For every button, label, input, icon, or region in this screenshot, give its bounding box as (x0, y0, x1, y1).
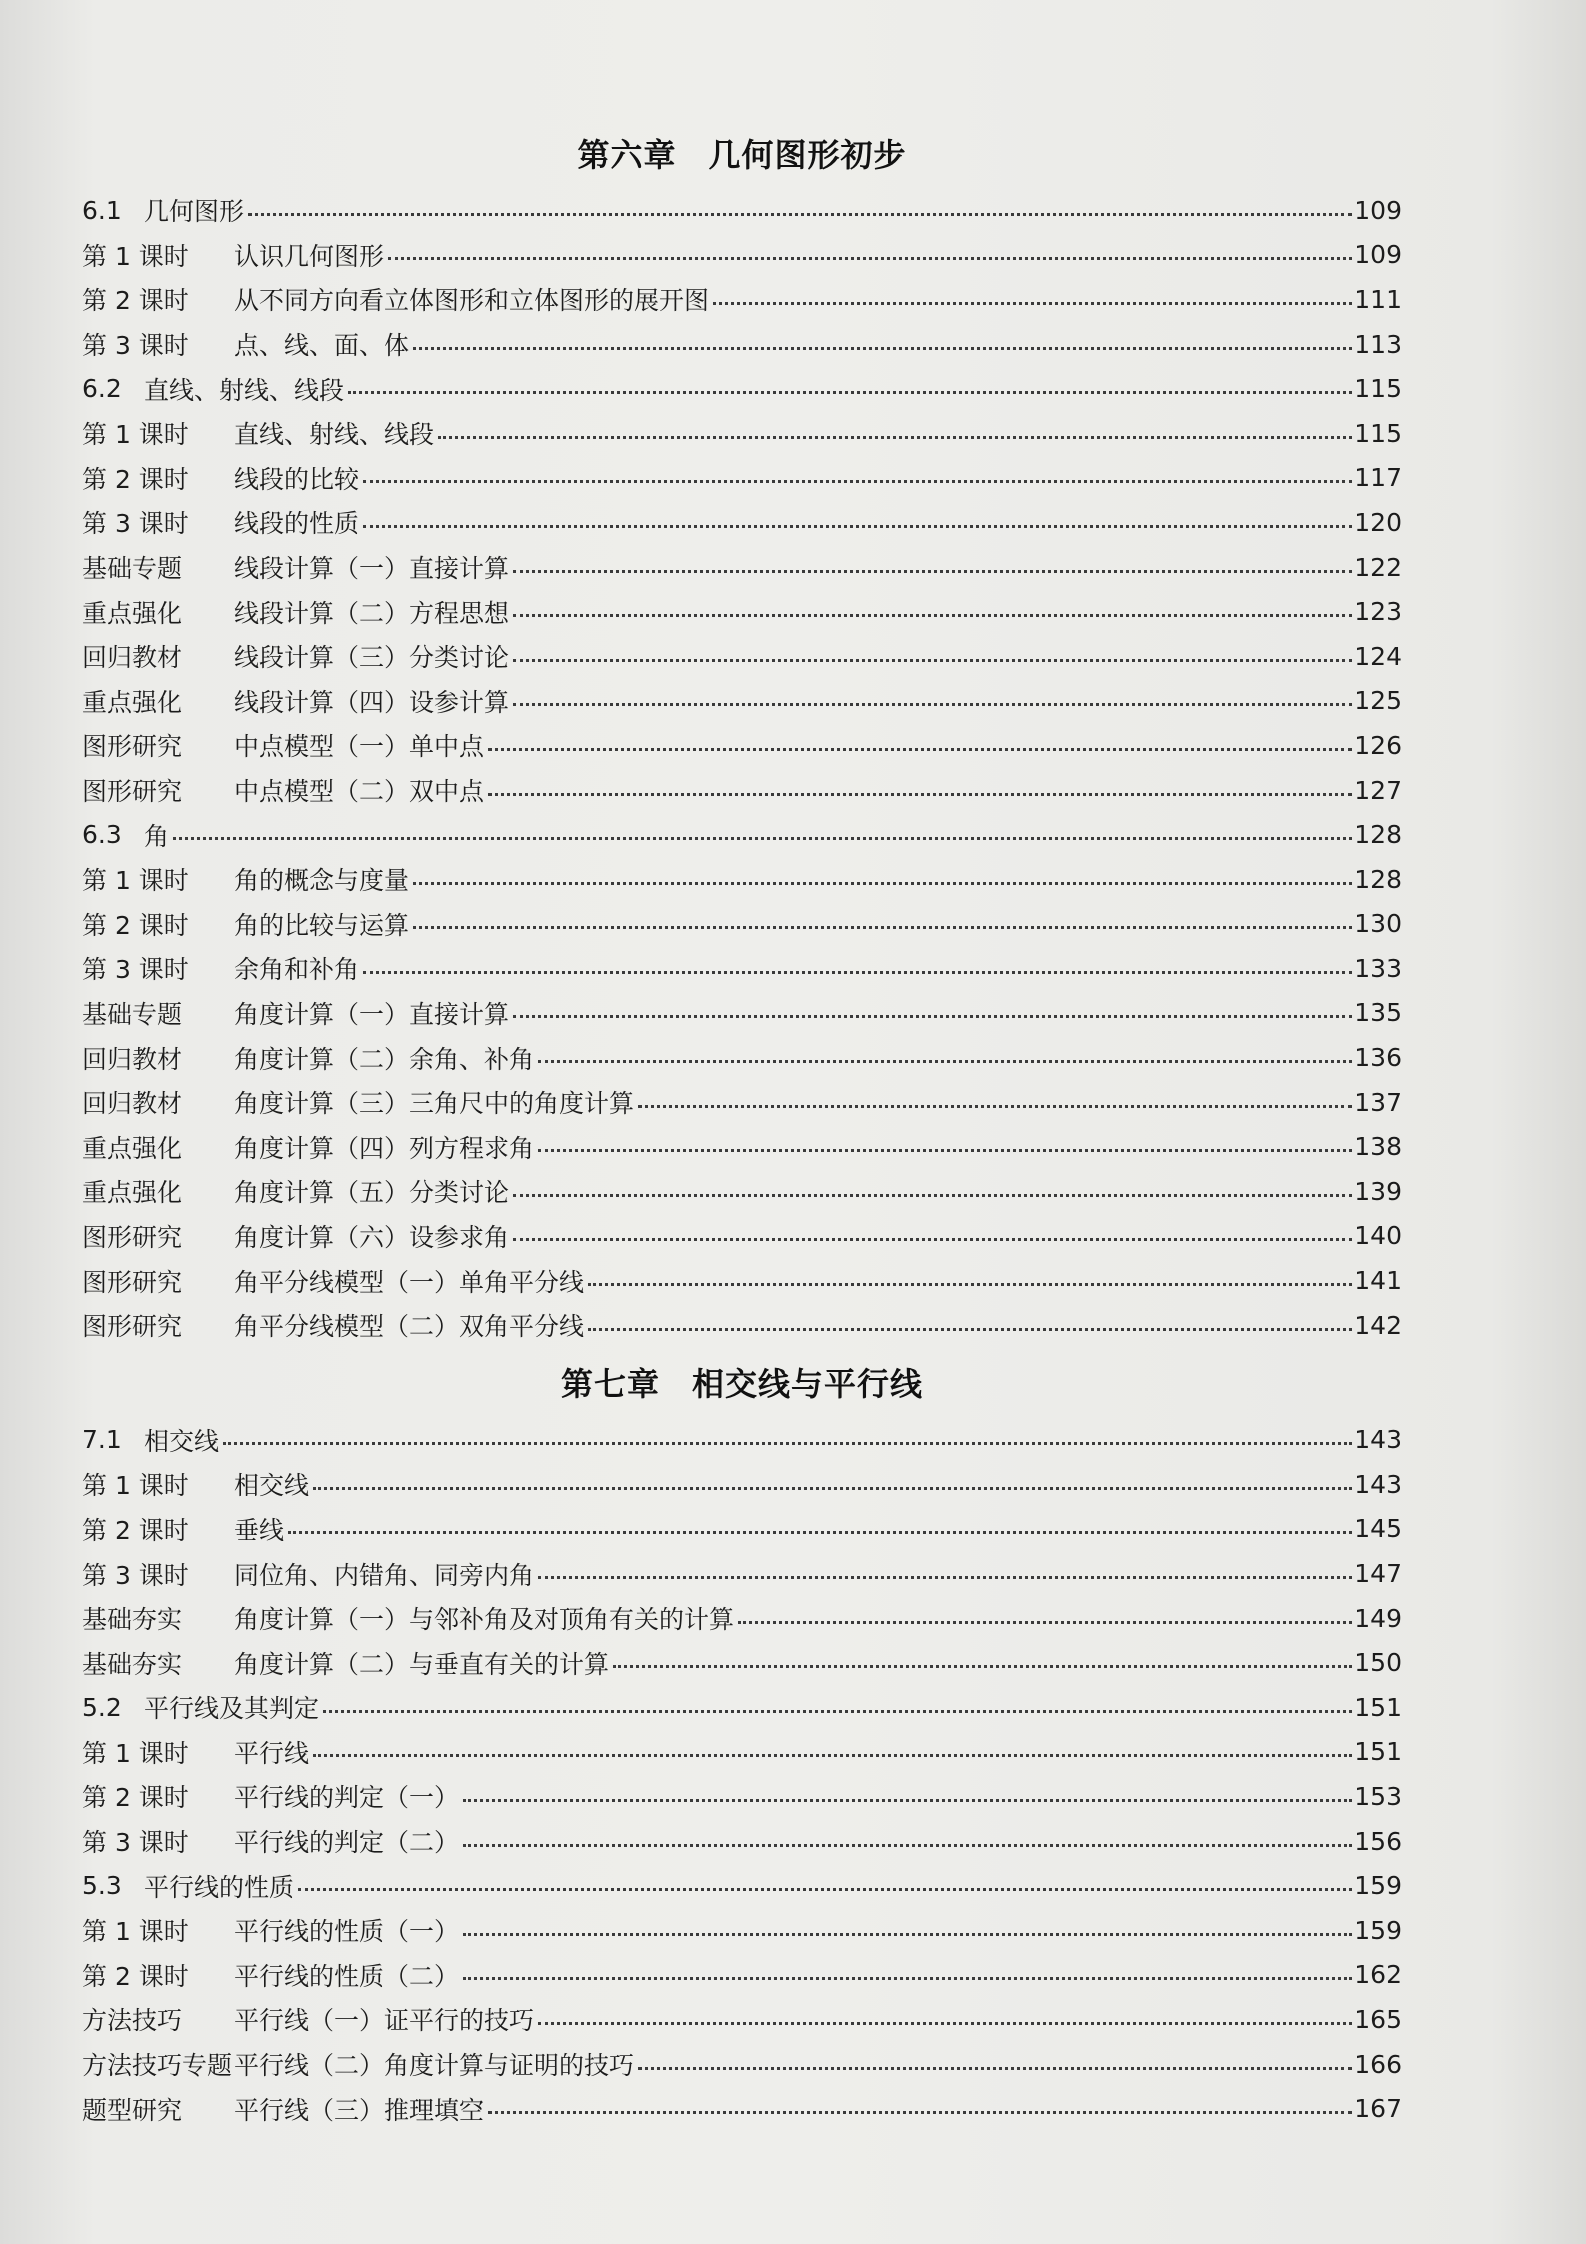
page-number: 162 (1354, 1960, 1402, 1990)
entry-title: 平行线的性质 (144, 1872, 295, 1902)
page-number: 151 (1354, 1692, 1402, 1722)
page-number: 124 (1354, 641, 1402, 671)
entry-title: 角度计算（四）列方程求角 (234, 1133, 535, 1163)
entry-title: 角度计算（二）与垂直有关的计算 (234, 1649, 610, 1679)
page-number: 128 (1354, 820, 1402, 850)
lesson-label: 第 2 课时 (82, 910, 189, 940)
toc-entry[interactable] (82, 679, 1402, 724)
lesson-label: 第 2 课时 (82, 286, 189, 316)
lesson-label: 第 1 课时 (82, 420, 189, 450)
page-number: 109 (1354, 240, 1402, 270)
entry-title: 角度计算（一）与邻补角及对顶角有关的计算 (234, 1605, 735, 1635)
toc-entry[interactable] (82, 500, 1402, 545)
toc-entry[interactable] (82, 322, 1402, 367)
lesson-label: 第 2 课时 (82, 1515, 189, 1545)
dot-leader (413, 926, 1352, 929)
section-number: 6.1 (82, 195, 122, 225)
dot-leader (488, 2111, 1352, 2114)
page-number: 153 (1354, 1781, 1402, 1811)
dot-leader (463, 1933, 1352, 1936)
entry-title: 线段计算（二）方程思想 (234, 598, 510, 628)
toc-entry[interactable] (82, 1507, 1402, 1552)
lesson-label: 题型研究 (82, 2095, 183, 2125)
page-number: 130 (1354, 909, 1402, 939)
dot-leader (513, 1194, 1352, 1197)
page-number: 125 (1354, 686, 1402, 716)
dot-leader (513, 570, 1352, 573)
dot-leader (513, 703, 1352, 706)
toc-entry[interactable] (82, 1303, 1402, 1348)
entry-title: 平行线的判定（一） (234, 1783, 460, 1813)
toc-entry[interactable] (82, 456, 1402, 501)
entry-title: 平行线（二）角度计算与证明的技巧 (234, 2051, 635, 2081)
entry-title: 角度计算（六）设参求角 (234, 1222, 510, 1252)
entry-title: 平行线及其判定 (144, 1694, 320, 1724)
entry-title: 线段的性质 (234, 509, 360, 539)
dot-leader (588, 1328, 1352, 1331)
page-number: 122 (1354, 552, 1402, 582)
entry-title: 垂线 (234, 1515, 285, 1545)
toc-entry[interactable] (82, 1953, 1402, 1998)
entry-title: 角度计算（五）分类讨论 (234, 1178, 510, 1208)
lesson-label: 第 3 课时 (82, 509, 189, 539)
page-number: 165 (1354, 2004, 1402, 2034)
entry-title: 线段计算（一）直接计算 (234, 554, 510, 584)
dot-leader (313, 1487, 1352, 1490)
lesson-label: 回归教材 (82, 1044, 183, 1074)
entry-title: 平行线（三）推理填空 (234, 2095, 485, 2125)
page-number: 166 (1354, 2049, 1402, 2079)
toc-entry[interactable] (82, 1640, 1402, 1685)
dot-leader (613, 1665, 1352, 1668)
dot-leader (488, 748, 1352, 751)
toc-entry[interactable] (82, 1417, 1402, 1462)
dot-leader (313, 1754, 1352, 1757)
lesson-label: 基础专题 (82, 999, 183, 1029)
entry-title: 角平分线模型（二）双角平分线 (234, 1312, 585, 1342)
chapter-number: 第六章 (577, 136, 677, 174)
page-number: 156 (1354, 1826, 1402, 1856)
lesson-label: 第 1 课时 (82, 1738, 189, 1768)
page-number: 133 (1354, 953, 1402, 983)
page-number: 137 (1354, 1087, 1402, 1117)
toc-entry[interactable] (82, 1908, 1402, 1953)
toc-entry[interactable] (82, 1819, 1402, 1864)
section-number: 7.1 (82, 1425, 122, 1455)
toc-entry[interactable] (82, 857, 1402, 902)
entry-title: 角度计算（三）三角尺中的角度计算 (234, 1089, 635, 1119)
dot-leader (588, 1283, 1352, 1286)
toc-entry[interactable] (82, 589, 1402, 634)
toc-entry[interactable] (82, 1997, 1402, 2042)
dot-leader (513, 659, 1352, 662)
dot-leader (413, 882, 1352, 885)
chapter-number: 第七章 (560, 1365, 660, 1404)
entry-title: 角平分线模型（一）单角平分线 (234, 1267, 585, 1297)
entry-title: 角度计算（二）余角、补角 (234, 1044, 535, 1074)
toc-entry[interactable] (82, 991, 1402, 1036)
dot-leader (413, 347, 1352, 350)
dot-leader (348, 391, 1352, 394)
page-number: 123 (1354, 597, 1402, 627)
page-number: 142 (1354, 1310, 1402, 1340)
lesson-label: 第 3 课时 (82, 1560, 189, 1590)
entry-title: 相交线 (234, 1471, 310, 1501)
toc-entry[interactable] (82, 1258, 1402, 1303)
page-number: 138 (1354, 1132, 1402, 1162)
dot-leader (463, 1844, 1352, 1847)
dot-leader (638, 1105, 1352, 1108)
lesson-label: 图形研究 (82, 1222, 183, 1252)
dot-leader (288, 1531, 1352, 1534)
dot-leader (363, 971, 1352, 974)
toc-entry[interactable] (82, 1774, 1402, 1819)
dot-leader (538, 1149, 1352, 1152)
entry-title: 平行线的判定（二） (234, 1828, 460, 1858)
toc-entry[interactable] (82, 946, 1402, 991)
entry-title: 角的比较与运算 (234, 910, 410, 940)
lesson-label: 第 3 课时 (82, 331, 189, 361)
toc-entry[interactable] (82, 1124, 1402, 1169)
page-number: 159 (1354, 1915, 1402, 1945)
toc-entry[interactable] (82, 233, 1402, 278)
chapter-heading (82, 118, 1402, 188)
entry-title: 余角和补角 (234, 955, 360, 985)
entry-title: 同位角、内错角、同旁内角 (234, 1560, 535, 1590)
toc-entry[interactable] (82, 1596, 1402, 1641)
dot-leader (738, 1621, 1352, 1624)
lesson-label: 第 1 课时 (82, 866, 189, 896)
page-number: 111 (1354, 284, 1402, 314)
dot-leader (363, 525, 1352, 528)
dot-leader (438, 436, 1352, 439)
toc-entry[interactable] (82, 277, 1402, 322)
entry-title: 平行线（一）证平行的技巧 (234, 2006, 535, 2036)
lesson-label: 第 2 课时 (82, 1783, 189, 1813)
toc-entry[interactable] (82, 188, 1402, 233)
toc-entry[interactable] (82, 1080, 1402, 1125)
lesson-label: 第 1 课时 (82, 241, 189, 271)
toc-entry[interactable] (82, 2042, 1402, 2087)
dot-leader (538, 2022, 1352, 2025)
page-number: 136 (1354, 1043, 1402, 1073)
section-number: 5.3 (82, 1871, 122, 1901)
page-number: 117 (1354, 463, 1402, 493)
page-number: 115 (1354, 374, 1402, 404)
lesson-label: 图形研究 (82, 732, 183, 762)
lesson-label: 重点强化 (82, 598, 183, 628)
dot-leader (388, 257, 1352, 260)
lesson-label: 基础专题 (82, 554, 183, 584)
dot-leader (463, 1799, 1352, 1802)
dot-leader (513, 1238, 1352, 1241)
dot-leader (323, 1710, 1352, 1713)
entry-title: 角 (144, 821, 170, 851)
section-number: 5.2 (82, 1692, 122, 1722)
page-number: 128 (1354, 864, 1402, 894)
lesson-label: 回归教材 (82, 1089, 183, 1119)
lesson-label: 基础夯实 (82, 1605, 183, 1635)
dot-leader (298, 1888, 1352, 1891)
lesson-label: 图形研究 (82, 1267, 183, 1297)
page-number: 143 (1354, 1469, 1402, 1499)
page-number: 159 (1354, 1871, 1402, 1901)
dot-leader (488, 793, 1352, 796)
toc-entry[interactable] (82, 1730, 1402, 1775)
entry-title: 平行线的性质（一） (234, 1917, 460, 1947)
toc-entry[interactable] (82, 1169, 1402, 1214)
entry-title: 认识几何图形 (234, 241, 385, 271)
lesson-label: 重点强化 (82, 1133, 183, 1163)
entry-title: 平行线 (234, 1738, 310, 1768)
entry-title: 点、线、面、体 (234, 331, 410, 361)
lesson-label: 第 3 课时 (82, 955, 189, 985)
dot-leader (638, 2067, 1352, 2070)
toc-entry[interactable] (82, 1214, 1402, 1259)
page-number: 127 (1354, 775, 1402, 805)
section-number: 6.3 (82, 820, 122, 850)
toc-entry[interactable] (82, 1685, 1402, 1730)
page-number: 145 (1354, 1514, 1402, 1544)
chapter-heading (82, 1347, 1402, 1417)
lesson-label: 图形研究 (82, 777, 183, 807)
lesson-label: 第 2 课时 (82, 464, 189, 494)
lesson-label: 图形研究 (82, 1312, 183, 1342)
toc-entry[interactable] (82, 1035, 1402, 1080)
entry-title: 角度计算（一）直接计算 (234, 999, 510, 1029)
lesson-label: 第 1 课时 (82, 1917, 189, 1947)
page-number: 126 (1354, 730, 1402, 760)
lesson-label: 重点强化 (82, 1178, 183, 1208)
page-number: 143 (1354, 1425, 1402, 1455)
page-number: 150 (1354, 1648, 1402, 1678)
toc-entry[interactable] (82, 366, 1402, 411)
entry-title: 平行线的性质（二） (234, 1961, 460, 1991)
page-number: 139 (1354, 1176, 1402, 1206)
chapter-title: 相交线与平行线 (692, 1365, 924, 1404)
entry-title: 中点模型（二）双中点 (234, 777, 485, 807)
page-number: 141 (1354, 1266, 1402, 1296)
lesson-label: 回归教材 (82, 643, 183, 673)
page-number: 109 (1354, 195, 1402, 225)
entry-title: 直线、射线、线段 (144, 375, 345, 405)
entry-title: 几何图形 (144, 197, 245, 227)
dot-leader (538, 1576, 1352, 1579)
entry-title: 线段的比较 (234, 464, 360, 494)
dot-leader (463, 1977, 1352, 1980)
lesson-label: 第 2 课时 (82, 1961, 189, 1991)
toc-entry[interactable] (82, 634, 1402, 679)
lesson-label: 基础夯实 (82, 1649, 183, 1679)
entry-title: 中点模型（一）单中点 (234, 732, 485, 762)
toc-entry[interactable] (82, 1863, 1402, 1908)
page-number: 115 (1354, 418, 1402, 448)
chapter-title: 几何图形初步 (708, 136, 907, 174)
page-number: 113 (1354, 329, 1402, 359)
toc-entry[interactable] (82, 545, 1402, 590)
page-number: 147 (1354, 1559, 1402, 1589)
entry-title: 从不同方向看立体图形和立体图形的展开图 (234, 286, 710, 316)
toc-entry[interactable] (82, 1551, 1402, 1596)
toc-entry[interactable] (82, 812, 1402, 857)
dot-leader (223, 1442, 1352, 1445)
dot-leader (513, 614, 1352, 617)
lesson-label: 第 3 课时 (82, 1828, 189, 1858)
page-number: 135 (1354, 998, 1402, 1028)
table-of-contents (82, 118, 1402, 2131)
toc-entry[interactable] (82, 2086, 1402, 2131)
page-number: 149 (1354, 1603, 1402, 1633)
dot-leader (713, 302, 1352, 305)
toc-entry[interactable] (82, 1462, 1402, 1507)
dot-leader (538, 1060, 1352, 1063)
page-number: 120 (1354, 507, 1402, 537)
entry-title: 线段计算（三）分类讨论 (234, 643, 510, 673)
dot-leader (363, 480, 1352, 483)
toc-entry[interactable] (82, 768, 1402, 813)
toc-entry[interactable] (82, 723, 1402, 768)
dot-leader (513, 1015, 1352, 1018)
entry-title: 相交线 (144, 1426, 220, 1456)
section-number: 6.2 (82, 374, 122, 404)
dot-leader (248, 213, 1352, 216)
toc-entry[interactable] (82, 902, 1402, 947)
dot-leader (173, 837, 1352, 840)
entry-title: 角的概念与度量 (234, 866, 410, 896)
toc-entry[interactable] (82, 411, 1402, 456)
entry-title: 线段计算（四）设参计算 (234, 687, 510, 717)
lesson-label: 方法技巧专题 (82, 2051, 233, 2081)
lesson-label: 第 1 课时 (82, 1471, 189, 1501)
page-number: 151 (1354, 1737, 1402, 1767)
page-number: 140 (1354, 1221, 1402, 1251)
entry-title: 直线、射线、线段 (234, 420, 435, 450)
page-number: 167 (1354, 2094, 1402, 2124)
lesson-label: 重点强化 (82, 687, 183, 717)
lesson-label: 方法技巧 (82, 2006, 183, 2036)
